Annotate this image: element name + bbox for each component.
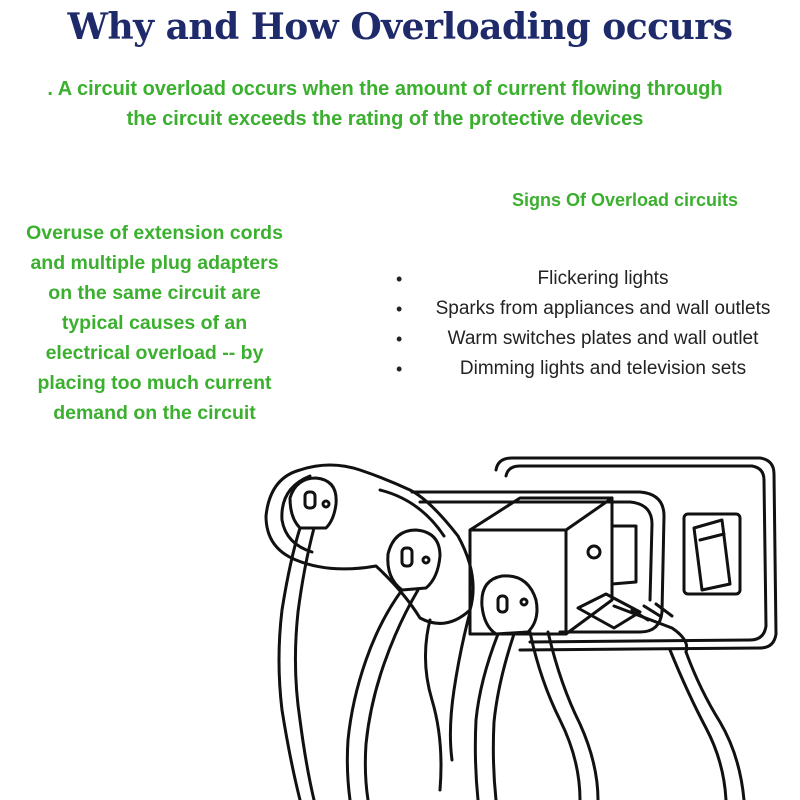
overloaded-power-outlet-icon [250, 440, 800, 800]
list-item [392, 354, 792, 384]
intro-text: . A circuit overload occurs when the amount of current flowing through the circuit exceeds the rating of the protective devices [47, 78, 723, 130]
sign-label: Flickering lights [537, 268, 669, 289]
sign-label: Dimming lights and television sets [459, 358, 747, 379]
page-title: Why and How Overloading occurs [67, 6, 733, 48]
sign-label: Warm switches plates and wall outlet [447, 328, 759, 349]
bullet-icon: • [396, 299, 403, 319]
list-item [392, 264, 792, 294]
bullet-icon: • [396, 359, 403, 379]
round-multi-adapter [266, 465, 473, 623]
causes-text: Overuse of extension cords and multiple plug adapters on the same circuit are typical causes of an electrical overload -- by placing too much current demand on the circuit [26, 222, 283, 424]
sign-label: Sparks from appliances and wall outlets [435, 298, 771, 319]
signs-list [392, 264, 792, 384]
bullet-icon: • [396, 269, 403, 289]
list-item [392, 294, 792, 324]
signs-heading: Signs Of Overload circuits [511, 190, 739, 210]
bullet-icon: • [396, 329, 403, 349]
side-plug [578, 594, 687, 652]
list-item [392, 324, 792, 354]
rocker-switch-icon [684, 514, 740, 594]
